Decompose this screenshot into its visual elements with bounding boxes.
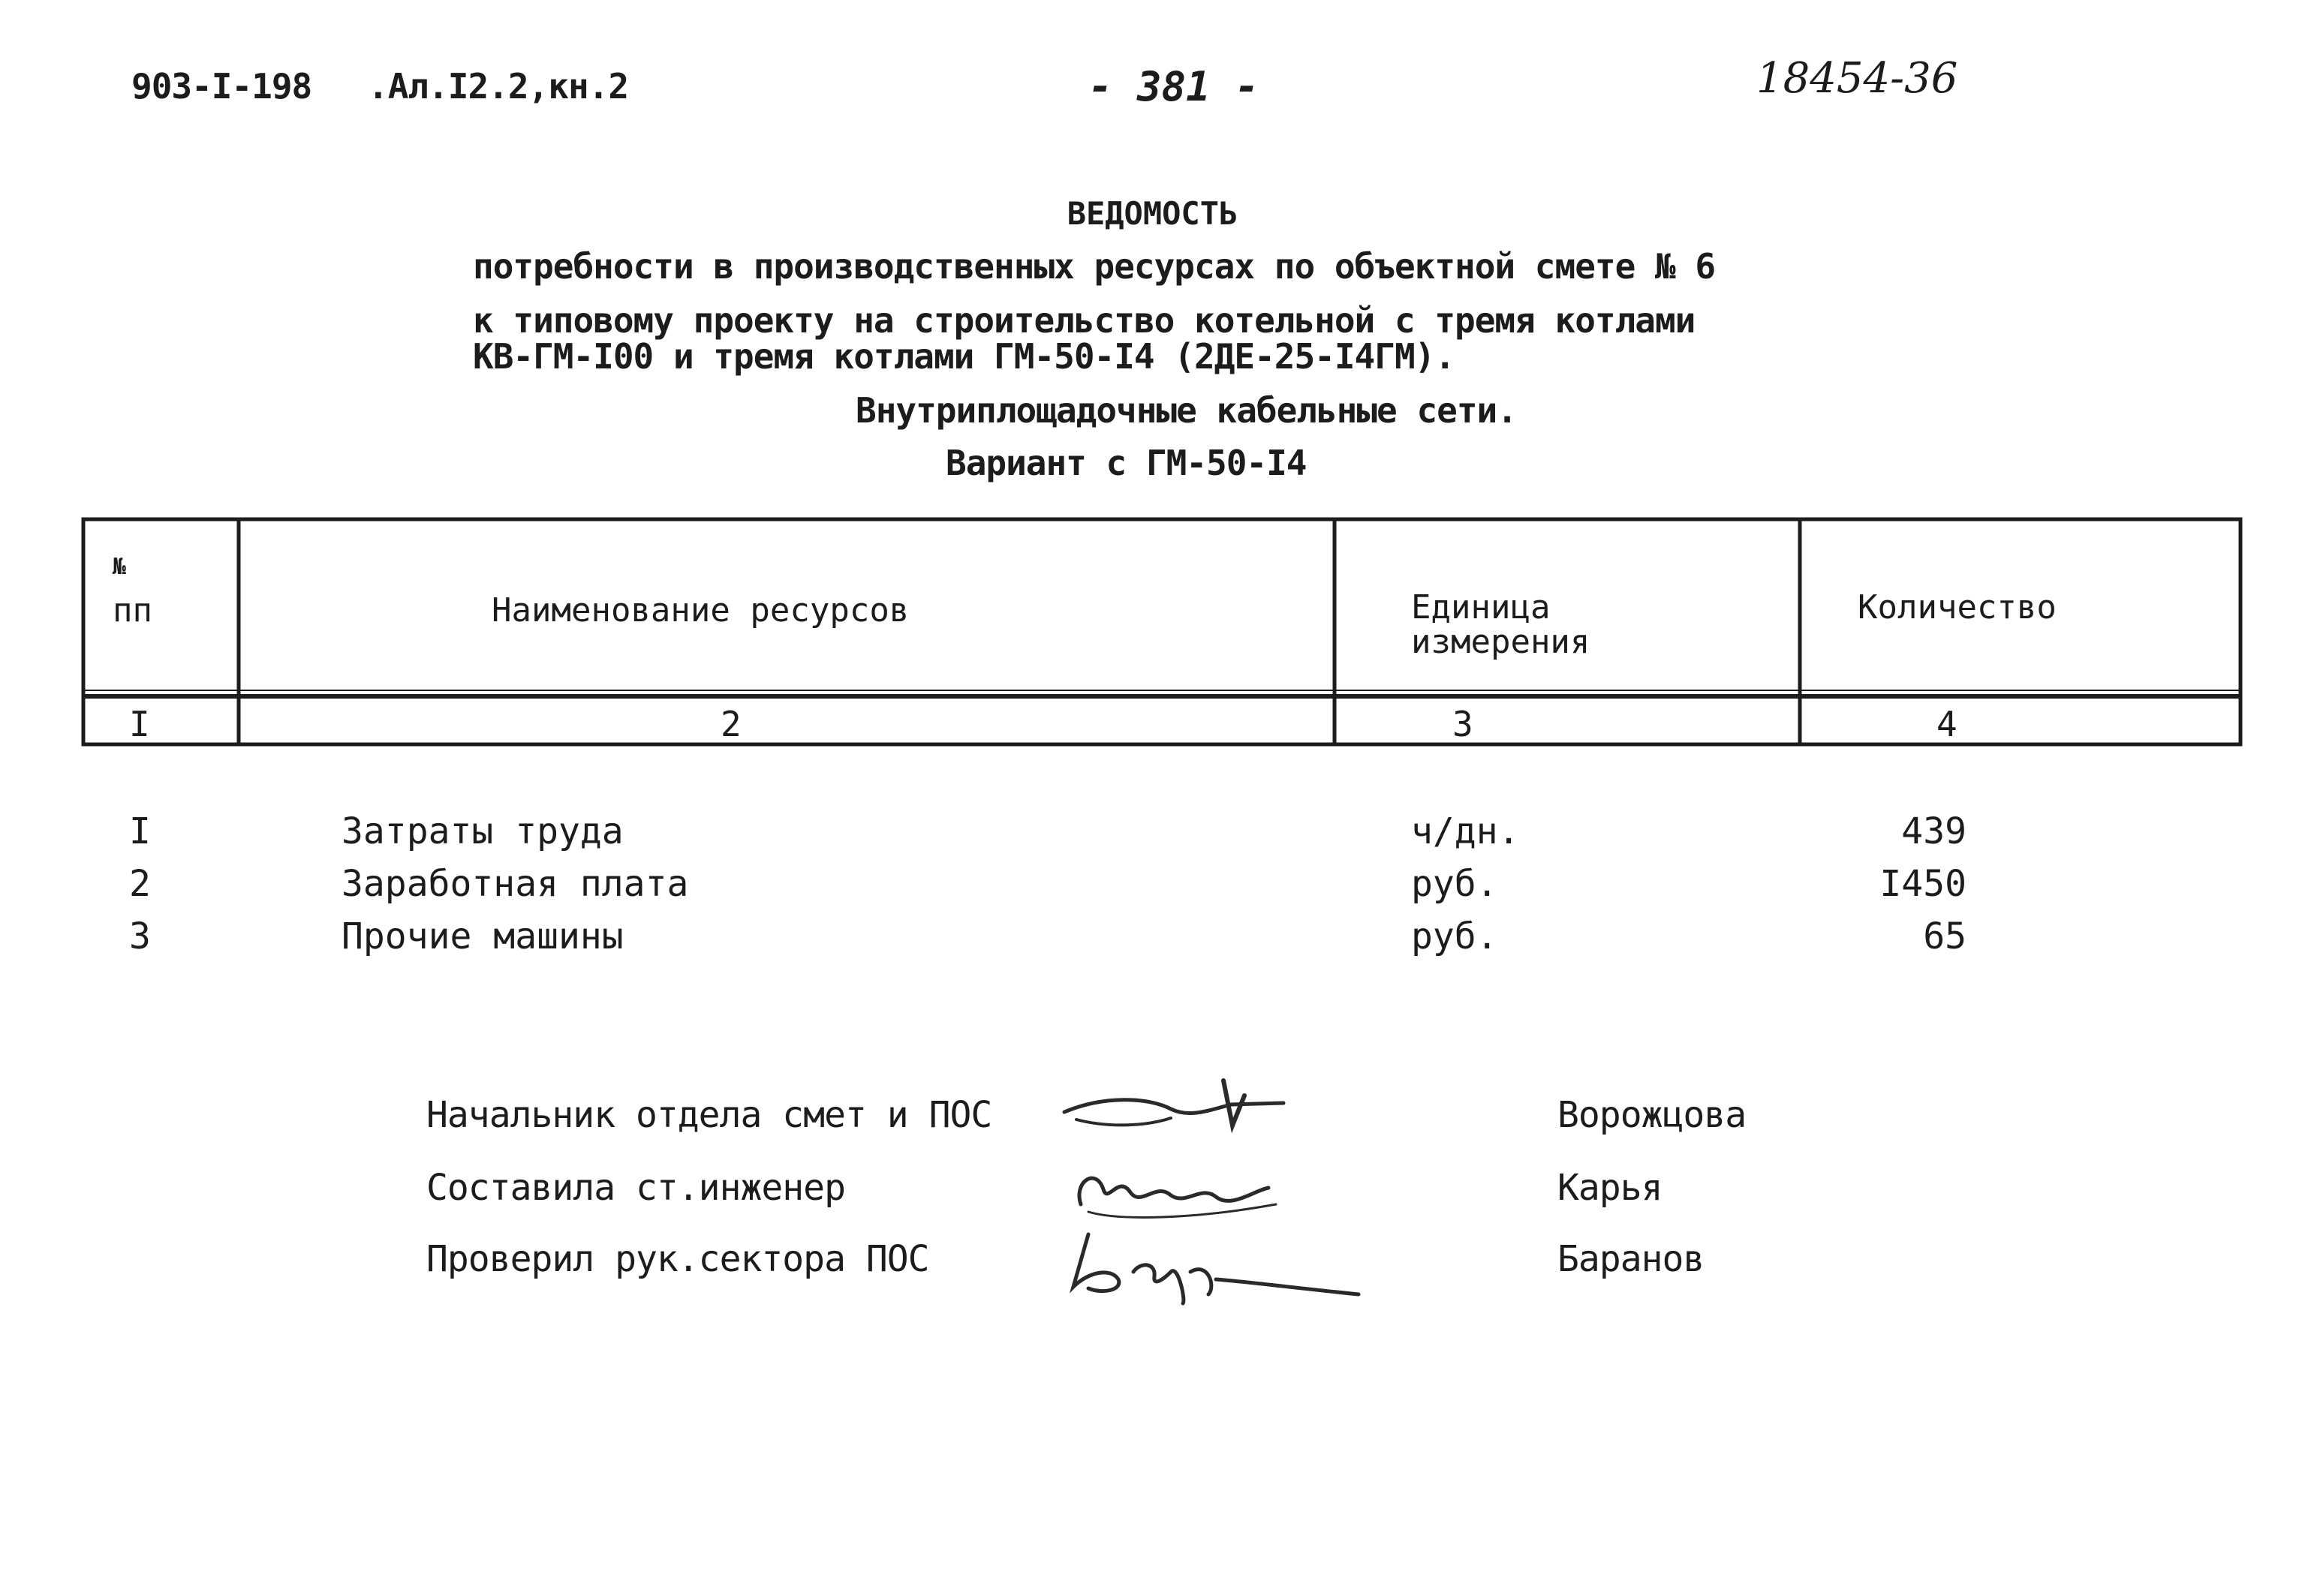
album-reference: .Ал.I2.2,кн.2 (368, 66, 629, 107)
signatory-2-position: Составила ст.инженер (426, 1167, 845, 1209)
column-number-2: 2 (721, 704, 742, 744)
table-header-frame (81, 516, 2243, 750)
row-3-quantity: 65 (1923, 915, 1966, 957)
header-unit-line1: Единица (1411, 588, 1551, 627)
column-number-3: 3 (1452, 704, 1473, 744)
signature-3-stroke (1058, 1219, 1374, 1309)
document-title: ВЕДОМОСТЬ (1067, 195, 1238, 232)
column-number-1: I (129, 704, 150, 744)
signature-3-handwritten (1058, 1219, 1374, 1312)
signatory-1-name: Ворожцова (1557, 1094, 1747, 1136)
row-3-number: 3 (129, 915, 151, 957)
header-unit-line2: измерения (1411, 623, 1590, 661)
column-number-4: 4 (1936, 704, 1957, 744)
signature-1-handwritten (1058, 1066, 1313, 1151)
row-1-name: Затраты труда (342, 810, 624, 852)
row-1-unit: ч/дн. (1411, 810, 1520, 852)
signatory-2-name: Карья (1557, 1167, 1663, 1209)
header-number-symbol: № (113, 554, 127, 580)
row-1-number: I (129, 810, 151, 852)
row-1-quantity: 439 (1901, 810, 1966, 852)
title-line-3: КВ-ГМ-I00 и тремя котлами ГМ-50-I4 (2ДЕ-25-I4ГМ). (473, 336, 1455, 377)
table-grid-lines (81, 516, 2243, 750)
variant-subtitle: Вариант с ГМ-50-I4 (946, 443, 1307, 483)
section-subtitle: Внутриплощадочные кабельные сети. (856, 390, 1517, 431)
header-quantity: Количество (1858, 588, 2057, 627)
row-2-quantity: I450 (1879, 863, 1966, 905)
header-resource-name: Наименование ресурсов (492, 591, 910, 630)
row-2-number: 2 (129, 863, 151, 905)
title-line-2: к типовому проекту на строительство котельной с тремя котлами (473, 300, 1696, 341)
title-line-1: потребности в производственных ресурсах по объектной смете № 6 (473, 246, 1716, 287)
row-3-name: Прочие машины (342, 915, 624, 957)
row-2-unit: руб. (1411, 863, 1498, 905)
signatory-1-position: Начальник отдела смет и ПОС (426, 1094, 992, 1136)
row-3-unit: руб. (1411, 915, 1498, 957)
signatory-3-position: Проверил рук.сектора ПОС (426, 1238, 929, 1280)
project-code: 903-I-198 (131, 66, 312, 107)
header-number: пп (113, 591, 152, 630)
signature-1-stroke (1058, 1066, 1313, 1148)
inventory-number: 18454-36 (1756, 54, 1958, 103)
signatory-3-name: Баранов (1557, 1238, 1705, 1280)
page-number: - 381 - (1088, 63, 1259, 110)
row-2-name: Заработная плата (342, 863, 689, 905)
